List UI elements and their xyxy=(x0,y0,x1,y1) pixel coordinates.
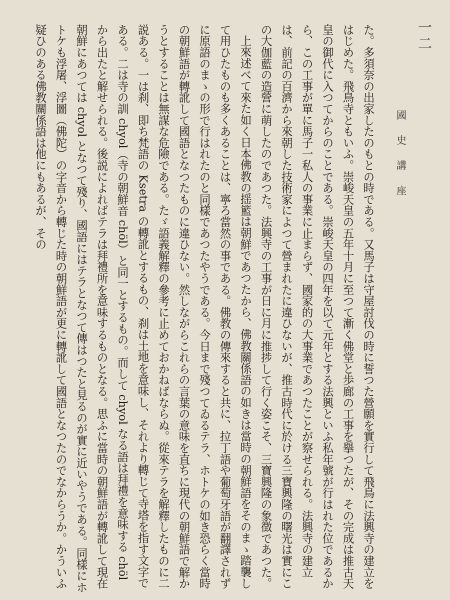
body-text xyxy=(8,24,378,594)
page-header xyxy=(414,20,434,52)
paragraph: た。多須奈の出家したのもとの時である。又馬子は守屋討伐の時に誓つた營願を實行して飛鳥に法興寺の建立をはじめた。飛鳥寺ともいふ。崇峻天皇の五年十月に至つて漸く佛堂と歩廊の工事を擧つたが、その完成は推古天皇の御代に入つてからのことである。崇峻天皇の四年を以て元年とする法興といふ私年號が行はれた位であるから、この工事が單に馬子一私人の事業に止まらず、國家的の大事業であつたことが察せられる。法興寺の建立は、前記の百濟から來朝した技術家によつて營まれたに違ひないが、推古時代に於ける三寶興隆の曙光は實にこの大伽藍の造營に萌したのであつた。法興寺の工事が日に月に推捗して行く姿こそ、三寶興隆の象徴であつた。 xyxy=(259,24,375,589)
paragraph: 上來述べて來た如く日本佛教の揺籃は朝鮮であつたから、佛教關係語の如きは當時の朝鮮語をそのまゝ踏襲して用ひたものも多くあることは、寧ろ當然の事である。佛教の傳來すると共に、拉丁語や葡萄牙語が翻譯されずに原語のまゝの形で行はれたのと同樣であつたやうである。今日まで殘つてゐるテラ、ホトケの如き恐らく當時の朝鮮語が轉訛して國語となつたものに違ひない。然しながらこれらの言葉の意味を直ちに現代の朝鮮語で解かうとすることは無謀な危險である。たゞ語義解釋の參考に止めておかねばならぬ。從來テラを解釋したものに二説ある。一は刹、即ち梵語の Ksetra の轉訛とするもの、刹は土地を意味し、それより轉じて寺塔を指す文字である。二は寺の訓 chyol（寺の朝鮮音 chöl）と同一とするもの。而して chyol なる語は拜禮を意味する chöl から出たと解せられる。後説によればテラは拜禮所を意味するものとなる。思ふに當時の朝鮮語が轉訛して現在朝鮮にあつては chyol となつて殘り、國語にはテラとなつて傳はつたと見るのが實に近いやうである。同樣にホトケも浮屠、浮圖（佛陀）の字音から轉じた時の朝鮮語が更に轉訛して國語となつたのでなからうか。かういふ疑ひのある佛教關係語は他にもあるが、その xyxy=(34,24,252,593)
page-number: 一二 xyxy=(416,20,432,52)
running-head: 國 史 講 座 xyxy=(394,110,405,202)
